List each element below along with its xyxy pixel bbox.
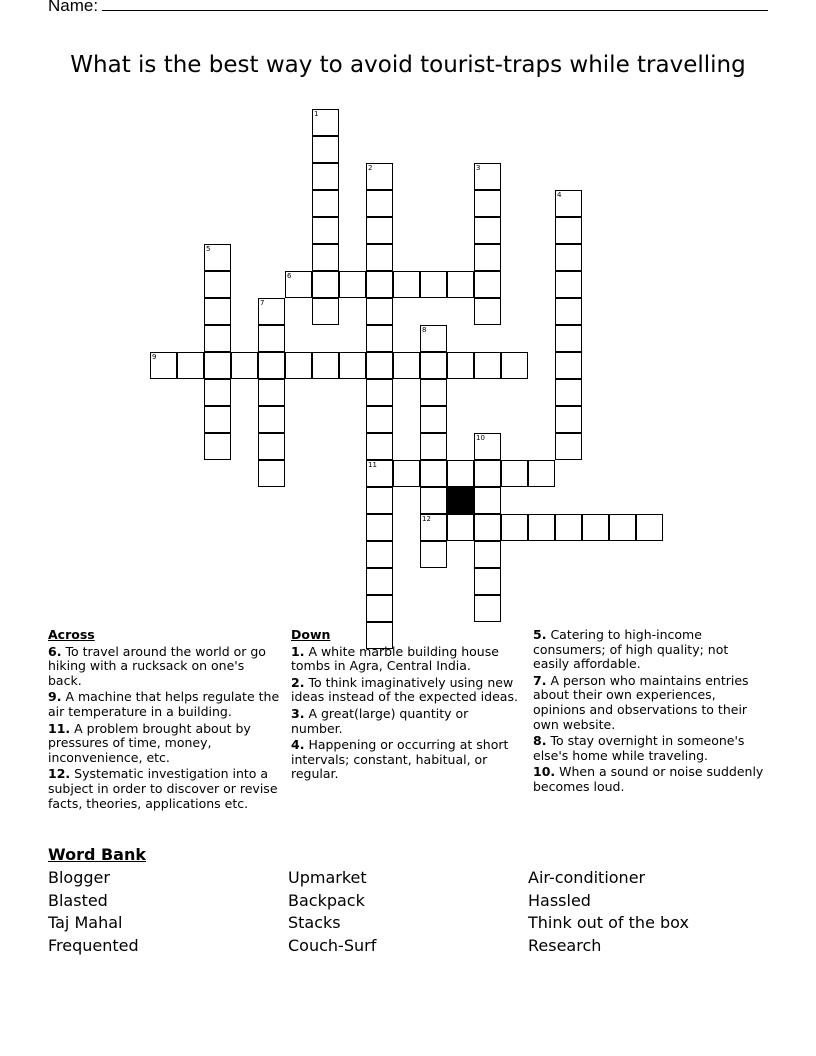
clue-down-1: 1. A white marble building house tombs in Agra, Central India. <box>291 643 499 674</box>
word-bank-item: Backpack <box>288 891 365 910</box>
grid-cell[interactable] <box>312 217 339 244</box>
down-clues-continued <box>533 628 768 797</box>
grid-cell[interactable] <box>393 460 420 487</box>
grid-cell[interactable] <box>474 298 501 325</box>
grid-cell[interactable] <box>474 541 501 568</box>
puzzle-title: What is the best way to avoid tourist-traps while travelling <box>70 52 746 78</box>
clue-number: 2 <box>368 164 373 172</box>
grid-cell[interactable] <box>474 460 501 487</box>
grid-cell[interactable] <box>339 271 366 298</box>
word-bank-item: Blogger <box>48 868 110 887</box>
grid-cell[interactable] <box>204 379 231 406</box>
clue-across-6: 6. To travel around the world or go hiking with a rucksack on one's back. <box>48 643 266 688</box>
grid-cell[interactable] <box>555 433 582 460</box>
clue-number: 3 <box>476 164 481 172</box>
grid-cell[interactable] <box>474 568 501 595</box>
grid-cell[interactable] <box>366 244 393 271</box>
clue-down-5: 5. Catering to high-income consumers; of high quality; not easily affordable. <box>533 627 729 672</box>
grid-cell[interactable] <box>474 217 501 244</box>
clue-number: 4 <box>557 191 562 199</box>
grid-cell[interactable] <box>366 271 393 298</box>
grid-cell[interactable] <box>636 514 663 541</box>
grid-cell[interactable] <box>609 514 636 541</box>
grid-cell[interactable] <box>366 379 393 406</box>
grid-cell[interactable] <box>474 190 501 217</box>
grid-cell[interactable] <box>366 352 393 379</box>
word-bank-item: Stacks <box>288 913 341 932</box>
word-bank-item: Hassled <box>528 891 591 910</box>
grid-cell[interactable] <box>420 487 447 514</box>
clue-across-11: 11. A problem brought about by pressures of time, money, inconvenience, etc. <box>48 720 251 765</box>
grid-cell[interactable] <box>474 514 501 541</box>
grid-cell[interactable] <box>501 460 528 487</box>
grid-cell[interactable] <box>204 433 231 460</box>
grid-cell[interactable] <box>204 325 231 352</box>
grid-cell[interactable] <box>474 595 501 622</box>
grid-cell[interactable] <box>204 406 231 433</box>
clue-down-10: 10. When a sound or noise suddenly becomes loud. <box>533 764 764 794</box>
word-bank-item: Air-conditioner <box>528 868 646 887</box>
grid-cell[interactable] <box>258 433 285 460</box>
across-clues <box>48 628 280 813</box>
grid-cell[interactable] <box>420 406 447 433</box>
grid-cell[interactable] <box>366 325 393 352</box>
grid-cell[interactable] <box>258 379 285 406</box>
clue-number: 1 <box>314 110 319 118</box>
grid-cell[interactable] <box>258 352 285 379</box>
grid-cell[interactable] <box>312 109 339 136</box>
grid-cell[interactable] <box>285 352 312 379</box>
grid-cell[interactable] <box>420 433 447 460</box>
grid-cell[interactable] <box>366 460 393 487</box>
grid-cell[interactable] <box>366 190 393 217</box>
clue-down-7: 7. A person who maintains entries about their own experiences, opinions and observations to their own website. <box>533 672 749 732</box>
clue-number: 9 <box>152 353 157 361</box>
word-bank-item: Blasted <box>48 891 108 910</box>
down-heading: Down <box>291 627 331 642</box>
clue-number: 11 <box>368 461 377 469</box>
grid-cell[interactable] <box>258 325 285 352</box>
grid-cell[interactable] <box>312 352 339 379</box>
grid-cell[interactable] <box>474 244 501 271</box>
grid-cell[interactable] <box>420 541 447 568</box>
grid-cell[interactable] <box>555 271 582 298</box>
grid-cell[interactable] <box>555 217 582 244</box>
grid-cell[interactable] <box>339 352 366 379</box>
grid-cell[interactable] <box>312 271 339 298</box>
grid-cell[interactable] <box>555 352 582 379</box>
grid-cell[interactable] <box>204 298 231 325</box>
grid-cell[interactable] <box>555 379 582 406</box>
grid-cell[interactable] <box>555 406 582 433</box>
grid-cell[interactable] <box>447 271 474 298</box>
word-bank-item: Upmarket <box>288 868 367 887</box>
grid-cell[interactable] <box>258 406 285 433</box>
grid-cell[interactable] <box>474 163 501 190</box>
grid-cell[interactable] <box>555 514 582 541</box>
grid-cell[interactable] <box>555 298 582 325</box>
grid-cell[interactable] <box>447 460 474 487</box>
grid-cell[interactable] <box>447 514 474 541</box>
grid-cell[interactable] <box>555 244 582 271</box>
grid-cell[interactable] <box>501 514 528 541</box>
grid-cell[interactable] <box>312 163 339 190</box>
grid-cell[interactable] <box>582 514 609 541</box>
grid-cell[interactable] <box>528 460 555 487</box>
clue-number: 7 <box>260 299 265 307</box>
grid-cell[interactable] <box>501 352 528 379</box>
grid-cell[interactable] <box>555 325 582 352</box>
grid-cell[interactable] <box>204 352 231 379</box>
clue-number: 12 <box>422 515 431 523</box>
grid-cell[interactable] <box>366 433 393 460</box>
clue-down-8: 8. To stay overnight in someone's else's home while traveling. <box>533 733 745 763</box>
grid-cell[interactable] <box>366 217 393 244</box>
clue-number: 10 <box>476 434 485 442</box>
grid-cell[interactable] <box>366 163 393 190</box>
grid-cell[interactable] <box>420 379 447 406</box>
grid-cell[interactable] <box>366 298 393 325</box>
word-bank-title: Word Bank <box>48 845 147 864</box>
clue-number: 8 <box>422 326 427 334</box>
word-bank-item: Frequented <box>48 936 139 955</box>
grid-cell[interactable] <box>474 352 501 379</box>
grid-cell[interactable] <box>555 190 582 217</box>
grid-cell[interactable] <box>366 406 393 433</box>
grid-cell[interactable] <box>420 514 447 541</box>
word-bank-item: Think out of the box <box>528 913 689 932</box>
grid-cell[interactable] <box>366 568 393 595</box>
grid-cell[interactable] <box>447 352 474 379</box>
grid-cell[interactable] <box>312 190 339 217</box>
clue-across-9: 9. A machine that helps regulate the air temperature in a building. <box>48 689 280 719</box>
grid-cell[interactable] <box>474 487 501 514</box>
down-clues <box>291 628 523 784</box>
grid-cell[interactable] <box>258 460 285 487</box>
grid-cell[interactable] <box>366 487 393 514</box>
grid-cell[interactable] <box>204 271 231 298</box>
black-square <box>447 487 474 514</box>
grid-cell[interactable] <box>258 298 285 325</box>
grid-cell[interactable] <box>366 595 393 622</box>
clue-number: 5 <box>206 245 211 253</box>
clue-down-3: 3. A great(large) quantity or number. <box>291 705 469 736</box>
across-heading: Across <box>48 627 95 642</box>
word-bank-item: Research <box>528 936 602 955</box>
word-bank-item: Taj Mahal <box>48 913 123 932</box>
clue-number: 6 <box>287 272 292 280</box>
clue-down-4: 4. Happening or occurring at short intervals; constant, habitual, or regular. <box>291 737 509 782</box>
grid-cell[interactable] <box>393 352 420 379</box>
word-bank-item: Couch-Surf <box>288 936 377 955</box>
grid-cell[interactable] <box>474 271 501 298</box>
grid-cell[interactable] <box>420 325 447 352</box>
grid-cell[interactable] <box>312 244 339 271</box>
clue-across-12: 12. Systematic investigation into a subject in order to discover or revise facts, theories, applications etc. <box>48 766 278 811</box>
grid-cell[interactable] <box>366 541 393 568</box>
clue-down-2: 2. To think imaginatively using new ideas instead of the expected ideas. <box>291 674 518 705</box>
grid-cell[interactable] <box>474 433 501 460</box>
grid-cell[interactable] <box>285 271 312 298</box>
grid-cell[interactable] <box>393 271 420 298</box>
grid-cell[interactable] <box>150 352 177 379</box>
grid-cell[interactable] <box>420 460 447 487</box>
grid-cell[interactable] <box>420 271 447 298</box>
grid-cell[interactable] <box>177 352 204 379</box>
name-label: Name: <box>48 0 99 15</box>
grid-cell[interactable] <box>312 298 339 325</box>
grid-cell[interactable] <box>204 244 231 271</box>
grid-cell[interactable] <box>528 514 555 541</box>
grid-cell[interactable] <box>312 136 339 163</box>
grid-cell[interactable] <box>231 352 258 379</box>
grid-cell[interactable] <box>366 514 393 541</box>
grid-cell[interactable] <box>420 352 447 379</box>
